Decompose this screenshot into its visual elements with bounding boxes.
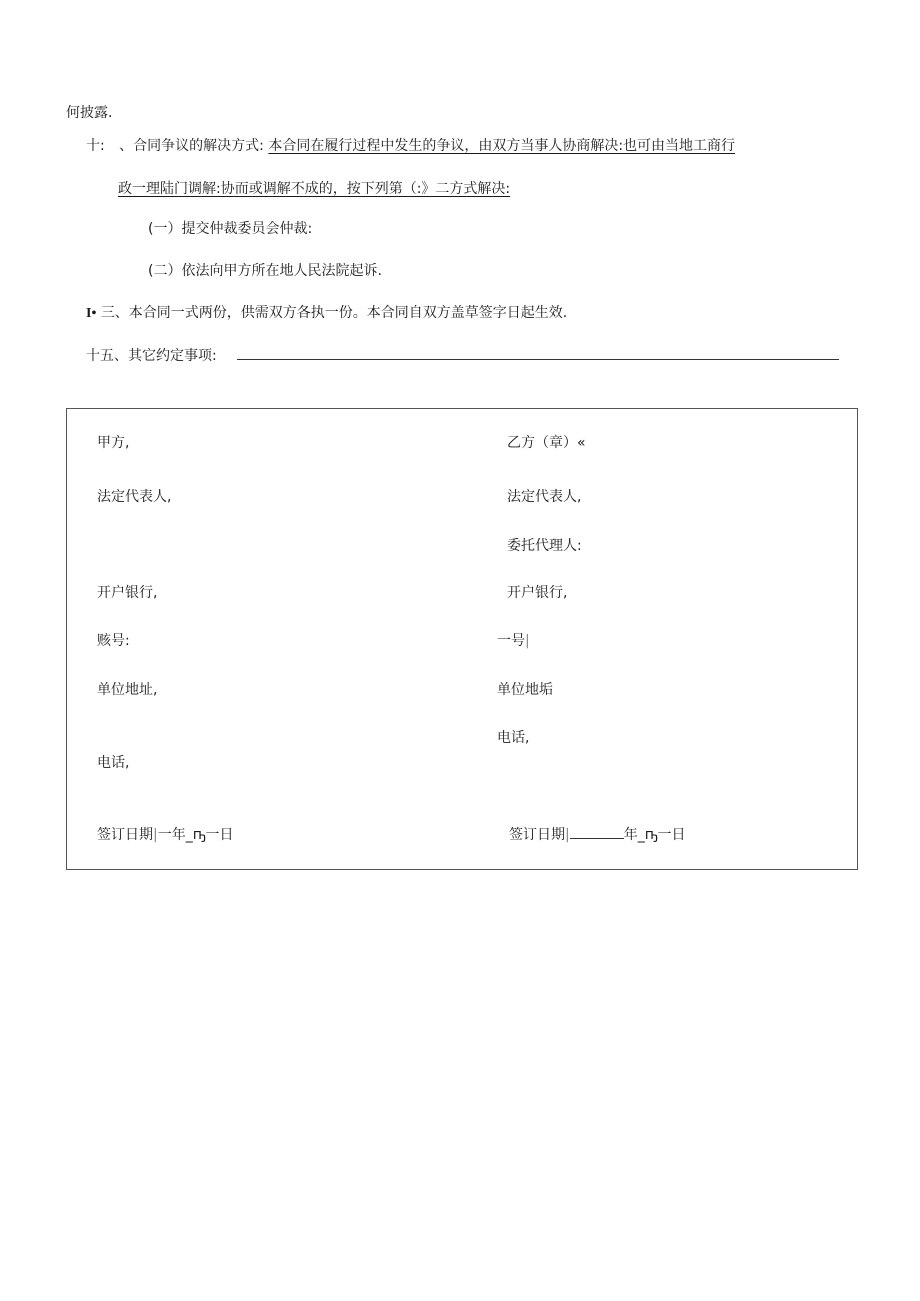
clause-text-line-2: 政一理陆门调解:协而或调解不成的，按下列第（:》二方式解决: xyxy=(118,181,511,197)
party-b-phone: 电话, xyxy=(497,730,530,746)
option-court: (二）依法向甲方所在地人民法院起诉. xyxy=(148,263,382,279)
clause-other-matters xyxy=(86,347,839,365)
party-a-address: 单位地址, xyxy=(97,682,158,698)
clause-number: 十: xyxy=(86,138,105,154)
party-b-date-label: 签订日期 xyxy=(509,827,565,843)
party-b-name: 乙方（章）« xyxy=(507,435,586,451)
party-b-account-label: 一号 xyxy=(497,633,525,649)
party-a-legal-rep: 法定代表人, xyxy=(97,489,172,505)
clause-copies-text: 三、本合同一式两份，供需双方各执一份。本合同自双方盖草签字日起生效. xyxy=(100,305,568,321)
party-a-date-label: 签订日期 xyxy=(97,827,153,843)
party-a-sign-date: 签订日期|一年_ҧ一日 xyxy=(97,827,234,843)
clause-label: 、合同争议的解决方式: xyxy=(119,138,264,154)
text-continuation: 何披露. xyxy=(66,105,113,121)
party-b-account: 一号| xyxy=(497,633,530,649)
party-a-date-month-blank: _ xyxy=(185,827,193,843)
signature-table xyxy=(66,408,858,870)
party-a-date-day: 一日 xyxy=(205,827,234,843)
party-a-account: 赅号: xyxy=(97,633,130,649)
party-a-name: 甲方, xyxy=(97,435,130,451)
clause-other-label: 十五、其它约定事项: xyxy=(86,348,217,364)
party-a-bank: 开户银行, xyxy=(97,585,158,601)
party-b-date-month-mark: ҧ xyxy=(644,827,658,843)
party-b-agent: 委托代理人: xyxy=(507,538,582,554)
party-b-sign-date: 签订日期| 年_ҧ一日 xyxy=(509,827,686,843)
party-a-date-year: 一年 xyxy=(157,827,186,843)
clause-number-13: I• xyxy=(86,306,97,321)
party-b-legal-rep: 法定代表人, xyxy=(507,489,582,505)
party-b-address: 单位地垢 xyxy=(497,682,553,698)
party-b-bank: 开户银行, xyxy=(507,585,568,601)
party-b-date-month-blank: _ xyxy=(637,827,645,843)
option-arbitration: (一）提交仲裁委员会仲裁: xyxy=(148,221,313,237)
clause-copies xyxy=(86,304,567,323)
party-b-date-day: 一日 xyxy=(657,827,686,843)
clause-text-line-1: 本合同在履行过程中发生的争议，由双方当事人协商解决:也可由当地工商行 xyxy=(268,138,736,154)
clause-dispute-resolution xyxy=(86,137,735,155)
other-matters-blank[interactable] xyxy=(237,347,839,360)
party-a-phone: 电话, xyxy=(97,755,130,771)
party-a-date-month-mark: ҧ xyxy=(192,827,206,843)
party-b-date-year: 年 xyxy=(623,827,638,843)
party-b-date-year-blank[interactable] xyxy=(570,826,624,839)
